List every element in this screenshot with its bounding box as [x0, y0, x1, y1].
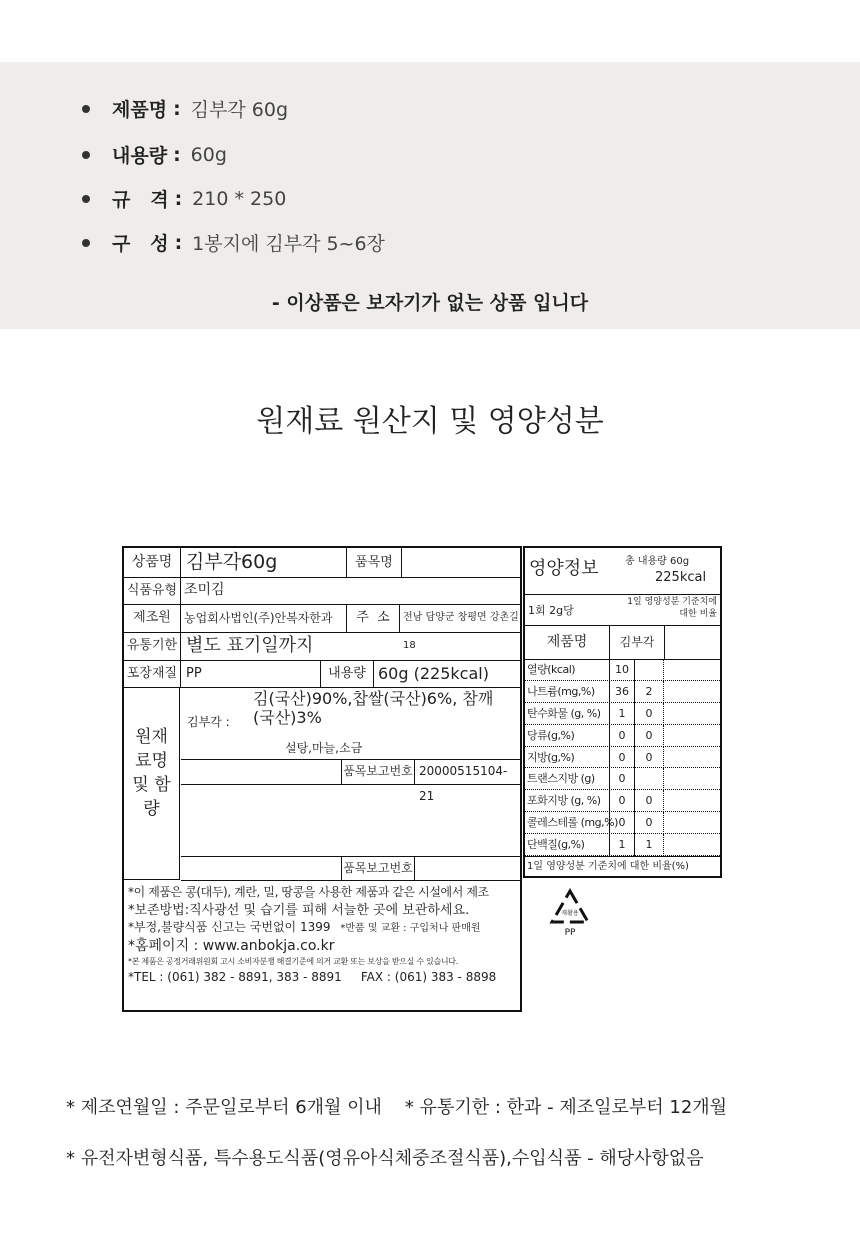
ingredients-detail — [181, 687, 520, 760]
nutrition-col-product: 김부각 — [610, 625, 665, 659]
row-product-name — [124, 548, 520, 578]
nutrition-row-name: 나트륨(mg,%) — [527, 684, 595, 698]
nutrition-rows — [525, 659, 720, 856]
packaging-value: PP — [186, 666, 202, 681]
maker-label: 제조원 — [124, 604, 181, 632]
nutrition-header — [525, 548, 720, 595]
row-report-1 — [181, 759, 520, 803]
nutrition-row-name: 당류(g,%) — [527, 728, 575, 742]
food-label — [122, 546, 722, 1012]
product-name-value: 김부각60g — [186, 551, 278, 573]
spec-row-content: 내용량 : 60g — [82, 141, 227, 168]
spec-label: 내용량 — [112, 145, 168, 167]
section-title: 원재료 원산지 및 영양성분 — [256, 404, 604, 439]
nutrition-row-name: 포화지방 (g, %) — [527, 794, 601, 808]
food-type-value: 조미김 — [184, 582, 225, 598]
ingredients-label-text: 원재료명 및 함량 — [132, 727, 171, 819]
nutrition-row-name: 열량(kcal) — [527, 663, 576, 676]
note-return: *반품 및 교환 : 구입처나 판매원 — [340, 923, 481, 934]
footnote-gmo: * 유전자변형식품, 특수용도식품(영유아식체중조절식품),수입식품 - 해당사항없음 — [66, 1148, 704, 1169]
nutrition-row-pct: 0 — [635, 725, 664, 747]
nutrition-row — [525, 812, 720, 834]
nutrition-row — [525, 790, 720, 812]
report-label-1: 품목보고번호 — [341, 759, 415, 784]
spec-value: 김부각 60g — [190, 99, 289, 121]
nutrition-row-pct: 2 — [635, 681, 664, 703]
nutrition-daily-header: 1일 영양성분 기준치에 대한 비율 — [627, 597, 717, 619]
spec-label: 규 격 — [112, 189, 169, 211]
nutrition-row-amount: 0 — [609, 812, 635, 834]
spec-value: 60g — [190, 143, 227, 166]
nutrition-row-amount: 0 — [609, 768, 635, 790]
note-homepage: *홈페이지 : www.anbokja.co.kr — [128, 937, 335, 954]
spec-value: 1봉지에 김부각 5~6장 — [192, 233, 385, 255]
recycle-pp-icon — [548, 888, 592, 938]
ingredients-main: 김(국산)90%,찹쌀(국산)6%, 참깨(국산)3% — [253, 689, 494, 727]
nutrition-row-pct: 0 — [635, 703, 664, 725]
recycle-mark-text: 재활용 — [561, 910, 579, 917]
spec-row-size: 규 격 : 210 * 250 — [82, 185, 286, 212]
nutrition-row-amount: 10 — [609, 659, 635, 681]
spec-row-composition: 구 성 : 1봉지에 김부각 5~6장 — [82, 229, 385, 256]
nutrition-footer: 1일 영양성분 기준치에 대한 비율(%) — [525, 856, 720, 876]
nutrition-row-amount: 0 — [609, 790, 635, 812]
footnote-dates: * 제조연월일 : 주문일로부터 6개월 이내 * 유통기한 : 한과 - 제조일로부터 12개월 — [66, 1097, 728, 1118]
bullet-icon — [82, 239, 90, 247]
nutrition-row-amount: 36 — [609, 681, 635, 703]
address-label: 주 소 — [346, 604, 400, 632]
maker-value: 농업회사법인(주)안복자한과 — [184, 611, 333, 625]
row-packaging — [124, 660, 520, 688]
nutrition-row-pct: 0 — [635, 790, 664, 812]
nutrition-row-name: 단백질(g,%) — [527, 838, 585, 851]
nutrition-row-pct — [635, 659, 664, 681]
nutrition-serving-row — [525, 594, 720, 626]
ingredients-item: 김부각 : — [187, 715, 230, 729]
nutrition-row — [525, 768, 720, 790]
nutrition-row-pct: 0 — [635, 812, 664, 834]
nutrition-row-name: 트랜스지방 (g) — [527, 772, 595, 786]
nutrition-row — [525, 703, 720, 725]
note-report: *부정,불량식품 신고는 국번없이 1399 — [128, 920, 331, 934]
nutrition-panel — [523, 546, 722, 878]
spec-value: 210 * 250 — [192, 187, 287, 210]
packaging-label: 포장재질 — [124, 660, 181, 687]
nutrition-row-amount: 0 — [609, 725, 635, 747]
spec-row-product-name: 제품명 : 김부각 60g — [82, 95, 288, 122]
nutrition-row-pct — [635, 768, 664, 790]
ingredients-label — [124, 687, 180, 880]
nutrition-row — [525, 659, 720, 681]
report-no-1: 20000515104-21 — [419, 764, 508, 803]
item-name-label: 품목명 — [346, 548, 402, 577]
nutrition-col-label: 제품명 — [525, 625, 610, 659]
bullet-icon — [82, 195, 90, 203]
product-info-box — [122, 546, 522, 1012]
row-expiry — [124, 632, 520, 661]
bullet-icon — [82, 151, 90, 159]
nutrition-row — [525, 725, 720, 747]
bullet-icon — [82, 105, 90, 113]
product-name-label: 상품명 — [124, 548, 181, 577]
label-notes — [128, 884, 520, 987]
nutrition-row-amount: 0 — [609, 747, 635, 769]
nutrition-row-name: 콜레스테롤 (mg,%) — [527, 816, 618, 830]
note-allergy: *이 제품은 콩(대두), 계란, 밀, 땅콩을 사용한 제품과 같은 시설에서 제조 — [128, 885, 489, 899]
expiry-value: 별도 표기일까지 — [186, 635, 314, 656]
row-report-2 — [181, 856, 520, 881]
note-compensation: *본 제품은 공정거래위원회 고시 소비자분쟁 해결기준에 의거 교환 또는 보상을 받으실 수 있습니다. — [128, 957, 458, 966]
note-contact: *TEL : (061) 382 - 8891, 383 - 8891 FAX : (061) 383 - 8898 — [128, 970, 497, 984]
address-value: 전남 담양군 창평면 강촌길 18 — [403, 612, 519, 651]
no-wrapping-notice: - 이상품은 보자기가 없는 상품 입니다 — [271, 292, 589, 314]
nutrition-total: 총 내용량 60g — [625, 556, 690, 567]
nutrition-row-pct: 0 — [635, 747, 664, 769]
nutrition-row — [525, 681, 720, 703]
nutrition-row-pct: 1 — [635, 834, 664, 856]
spec-label: 제품명 — [112, 99, 168, 121]
nutrition-row — [525, 747, 720, 769]
content-value: 60g (225kcal) — [378, 664, 489, 683]
food-type-label: 식품유형 — [124, 577, 181, 604]
recycle-material: PP — [564, 928, 576, 938]
nutrition-row — [525, 834, 720, 856]
nutrition-row-amount: 1 — [609, 834, 635, 856]
nutrition-row-name: 지방(g,%) — [527, 750, 575, 764]
report-label-2: 품목보고번호 — [341, 856, 415, 880]
ingredients-sub: 설탕,마늘,소금 — [285, 741, 363, 755]
row-food-type — [124, 577, 520, 605]
spec-label: 구 성 — [112, 233, 169, 255]
expiry-label: 유통기한 — [124, 632, 181, 660]
nutrition-total-kcal: 225kcal — [655, 570, 707, 585]
nutrition-serving: 1회 2g당 — [528, 604, 574, 617]
nutrition-title: 영양정보 — [529, 558, 599, 579]
nutrition-row-name: 탄수화물 (g, %) — [527, 706, 601, 720]
ingredients-blank — [181, 784, 520, 857]
nutrition-row-amount: 1 — [609, 703, 635, 725]
nutrition-col-header — [525, 625, 720, 660]
note-storage: *보존방법:직사광선 및 습기를 피해 서늘한 곳에 보관하세요. — [128, 902, 470, 918]
content-label: 내용량 — [320, 660, 374, 687]
